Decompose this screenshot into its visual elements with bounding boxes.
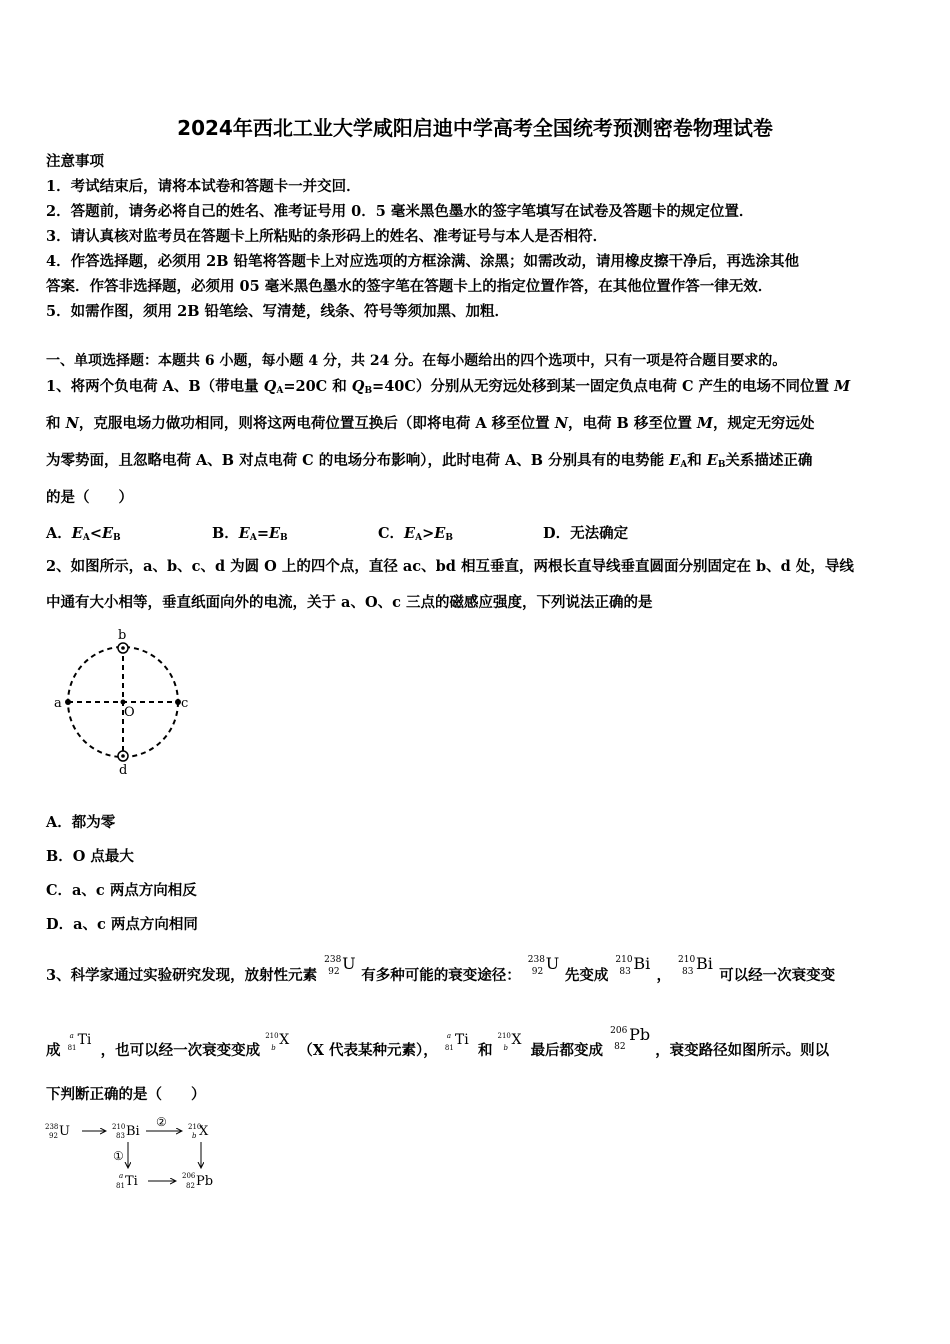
diagram-u-z: 92 (49, 1132, 58, 1140)
q3-line-1: 3、科学家通过实验研究发现，放射性元素 238 92 U 有多种可能的衰变途径： 238 92 U 先变成 210 83 Bi ， 210 83 Bi 可以经一次衰变变 (46, 954, 836, 984)
diagram-bi-z: 83 (116, 1132, 125, 1140)
note-item: 5．如需作图，须用 2B 铅笔绘、写清楚，线条、符号等须加黑、加粗． (46, 303, 510, 320)
nuclide-bi: 210 83 Bi (615, 954, 651, 977)
q2-option-a[interactable]: A．都为零 (46, 814, 116, 831)
diagram-x-z: b (192, 1132, 197, 1140)
label-a: a (54, 696, 62, 711)
q1-option-a[interactable]: A．$E_A<E_B$ (46, 525, 121, 543)
diagram-u-sym: U (59, 1124, 70, 1139)
q3-line-2: 成 a 81 Ti ，也可以经一次衰变变成 210 b X （X 代表某种元素）， a 81 Ti 和 210 b X 最后都变成 206 82 Pb ，衰变路径如图所示。则以 (46, 1025, 830, 1059)
nuclide-bi: 210 83 Bi (678, 954, 713, 977)
diagram-x-sym: X (199, 1124, 209, 1139)
path-1-label: ① (113, 1149, 124, 1163)
q1-line-3: 为零势面，且忽略电荷 A、B 对点电荷 C 的电场分布影响），此时电荷 A、B 分别具有的电势能 $E_A$和 $E_B$关系描述正确 (46, 452, 813, 470)
q1-line-1: 1、将两个负电荷 A、B（带电量 $Q_A=20C$ 和 $Q_B=40C$）分别从无穷远处移到某一固定负点电荷 C 产生的电场不同位置 M (46, 378, 851, 396)
wire-d-dot (121, 754, 125, 758)
notes-heading: 注意事项 (46, 153, 104, 170)
nuclide-u: 238 92 U (324, 954, 356, 977)
q1-line-4: 的是（ ） (46, 489, 133, 506)
q3-decay-diagram (40, 1110, 230, 1195)
q1-option-b[interactable]: B．$E_A=E_B$ (212, 525, 288, 543)
nuclide-x: 210 b X (497, 1032, 522, 1052)
diagram-u-a: 238 (45, 1123, 59, 1131)
label-d: d (119, 763, 128, 778)
q3-line-3: 下判断正确的是（ ） (46, 1086, 206, 1103)
q2-circle-figure (52, 628, 202, 778)
q1-option-c[interactable]: C．$E_A>E_B$ (378, 525, 453, 543)
note-item: 4．作答选择题，必须用 2B 铅笔将答题卡上对应选项的方框涂满、涂黑；如需改动，请用橡皮擦干净后，再选涂其他 (46, 253, 800, 270)
diagram-bi-a: 210 (112, 1123, 126, 1131)
section-heading: 一、单项选择题：本题共 6 小题，每小题 4 分，共 24 分。在每小题给出的四个选项中，只有一项是符合题目要求的。 (46, 353, 787, 369)
nuclide-pb: 206 82 Pb (610, 1025, 651, 1052)
q2-option-c[interactable]: C．a、c 两点方向相反 (46, 882, 197, 899)
note-item: 答案．作答非选择题，必须用 05 毫米黑色墨水的签字笔在答题卡上的指定位置作答，在其他位置作答一律无效． (46, 278, 773, 295)
diagram-x-a: 210 (188, 1123, 202, 1131)
nuclide-u: 238 92 U (527, 954, 560, 977)
diagram-ti-z: 81 (116, 1182, 125, 1190)
wire-b-dot (121, 646, 125, 650)
diagram-pb-sym: Pb (196, 1174, 214, 1189)
diagram-pb-z: 82 (186, 1182, 195, 1190)
diagram-ti-a: a (119, 1172, 124, 1180)
note-item: 3．请认真核对监考员在答题卡上所粘贴的条形码上的姓名、准考证号与本人是否相符． (46, 228, 608, 245)
path-2-label: ② (156, 1115, 167, 1129)
nuclide-x: 210 b X (265, 1032, 290, 1052)
q2-option-b[interactable]: B．O 点最大 (46, 848, 134, 865)
nuclide-ti: a 81 Ti (67, 1032, 92, 1052)
nuclide-ti: a 81 Ti (444, 1032, 469, 1052)
note-item: 2．答题前，请务必将自己的姓名、准考证号用 0．5 毫米黑色墨水的签字笔填写在试卷及答题卡的规定位置． (46, 203, 754, 220)
diagram-bi-sym: Bi (126, 1124, 140, 1139)
q2-line-1: 2、如图所示，a、b、c、d 为圆 O 上的四个点，直径 ac、bd 相互垂直，两根长直导线垂直圆面分别固定在 b、d 处，导线 (46, 558, 854, 575)
diagram-ti-sym: Ti (125, 1174, 138, 1189)
q2-line-2: 中通有大小相等，垂直纸面向外的电流，关于 a、O、c 三点的磁感应强度，下列说法正确的是 (46, 594, 653, 611)
point-a (65, 699, 71, 705)
page-title: 2024年西北工业大学咸阳启迪中学高考全国统考预测密卷物理试卷 (177, 116, 773, 140)
q2-option-d[interactable]: D．a、c 两点方向相同 (46, 916, 198, 933)
point-o (121, 700, 126, 705)
label-b: b (118, 628, 127, 643)
note-item: 1．考试结束后，请将本试卷和答题卡一并交回． (46, 178, 361, 195)
q1-line-2: 和 N，克服电场力做功相同，则将这两电荷位置互换后（即将电荷 A 移至位置 N，电荷 B 移至位置 M，规定无穷远处 (46, 415, 815, 432)
diagram-pb-a: 206 (182, 1172, 196, 1180)
q1-option-d[interactable]: D．无法确定 (543, 525, 629, 542)
label-o: O (124, 705, 135, 720)
label-c: c (181, 696, 189, 711)
